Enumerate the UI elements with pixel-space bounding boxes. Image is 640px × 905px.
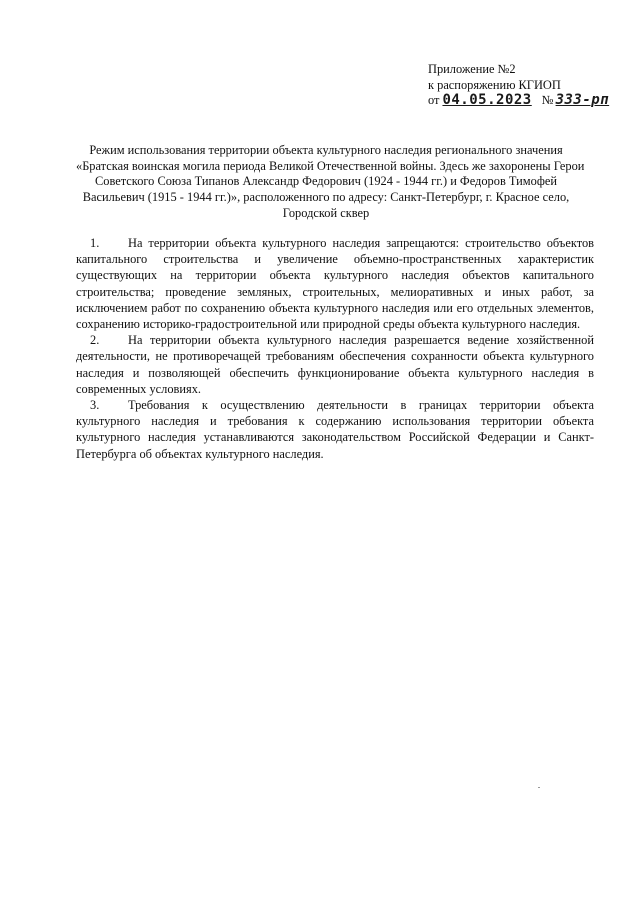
appendix-header	[428, 62, 618, 109]
document-title	[76, 143, 585, 222]
title-line: Городской сквер	[282, 205, 370, 220]
paragraph-2	[76, 332, 594, 397]
from-label: от	[428, 93, 440, 107]
paragraph-number: 2.	[90, 333, 100, 348]
paragraph-1	[76, 235, 594, 332]
title-line: «Братская воинская могила периода Великой Отечественной войны. Здесь же захоронены Герои	[76, 158, 585, 173]
scan-speck	[538, 787, 540, 788]
paragraph-number: 3.	[90, 398, 100, 413]
handwritten-number: 333-рп	[555, 92, 610, 108]
paragraph-number: 1.	[90, 236, 100, 250]
appendix-title: Приложение №2	[428, 62, 516, 76]
title-line: Советского Союза Типанов Александр Федорович (1924 - 1944 гг.) и Федоров Тимофей	[95, 174, 557, 189]
paragraph-3	[76, 397, 594, 462]
paragraph-text: На территории объекта культурного наследия запрещаются: строительство объектов капитального строительства и увеличение объемно-пространственных характеристик существующих на территории объекта культурного наследия объектов капитального строительства; проведение земляных, строительных, мелиоративных и иных работ, за исключением работ по сохранению объекта культурного наследия или его отдельных элементов, сохранению историко-градостроительной или природной среды объекта культурного наследия.	[76, 236, 594, 332]
title-line: Режим использования территории объекта культурного наследия регионального значения	[89, 143, 563, 157]
paragraph-text: На территории объекта культурного наследия разрешается ведение хозяйственной деятельности, не противоречащей требованиям обеспечения сохранности объекта культурного наследия и позволяющей обеспечить функционирование объекта культурного наследия в современных условиях.	[76, 333, 594, 396]
document-body	[76, 235, 594, 462]
paragraph-text: Требования к осуществлению деятельности в границах территории объекта культурного наследия и требования к содержанию использования территории объекта культурного наследия устанавливаются законодательством Российской Федерации и Санкт-Петербурга об объектах культурного наследия.	[76, 398, 594, 461]
appendix-date-number	[428, 93, 618, 109]
number-label: №	[541, 93, 554, 107]
appendix-reference: к распоряжению КГИОП	[428, 77, 561, 92]
handwritten-date: 04.05.2023	[442, 92, 532, 108]
title-line: Васильевич (1915 - 1944 гг.)», расположенного по адресу: Санкт-Петербург, г. Красное село,	[82, 190, 570, 205]
